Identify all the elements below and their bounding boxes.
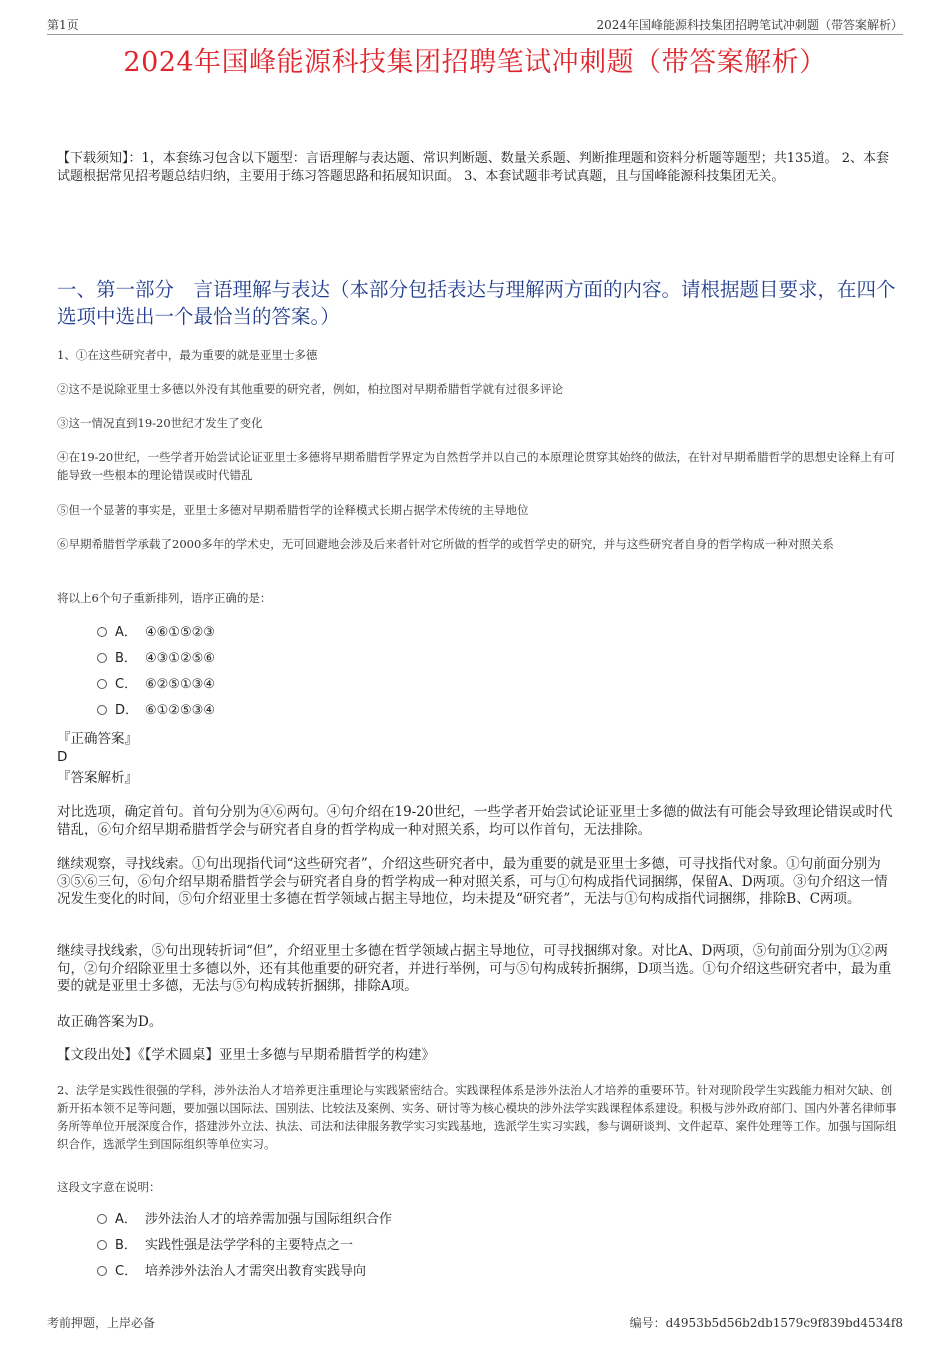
analysis-conclusion: 故正确答案为D。: [57, 1014, 163, 1030]
section-heading: 一、第一部分 言语理解与表达（本部分包括表达与理解两方面的内容。请根据题目要求，在四个选项中选出一个最恰当的答案。）: [57, 278, 896, 328]
analysis-paragraph: 继续寻找线索，⑤句出现转折词“但”，介绍亚里士多德在哲学领域占据主导地位，可寻找捆绑对象。对比A、D两项，⑤句前面分别为①②两句，②句介绍除亚里士多德以外，还有其他重要的研究者，并进行举例，可与⑤句构成转折捆绑，D项当选。①句介绍这些研究者中，最为重要的就是亚里士多德，无法与⑤句构成转折捆绑，排除A项。: [57, 943, 892, 994]
analysis-paragraph: 对比选项，确定首句。首句分别为④⑥两句。④句介绍在19-20世纪，一些学者开始尝试论证亚里士多德的做法有可能会导致理论错误或时代错乱，⑥句介绍早期希腊哲学会与研究者自身的哲学构成一种对照关系，均可以作首句，无法排除。: [57, 804, 893, 838]
passage-source: 【文段出处】《【学术圆桌】亚里士多德与早期希腊哲学的构建》: [57, 1047, 435, 1063]
q1-option-b[interactable]: B． ④③①②⑤⑥: [97, 646, 797, 672]
q1-sentence-5: ⑤但一个显著的事实是，亚里士多德对早期希腊哲学的诠释模式长期占据学术传统的主导地位: [57, 503, 529, 517]
q2-option-b[interactable]: B． 实践性强是法学学科的主要特点之一: [97, 1233, 797, 1259]
download-notice: 【下载须知】：1，本套练习包含以下题型：言语理解与表达题、常识判断题、数量关系题、判断推理题和资料分析题等题型；共135道。 2、本套试题根据常见招考题总结归纳，主要用于练习答题思路和拓展知识面。 3、本套试题非考试真题，且与国峰能源科技集团无关。: [57, 151, 889, 184]
q1-sentence-3: ③这一情况直到19-20世纪才发生了变化: [57, 416, 263, 430]
radio-icon[interactable]: [97, 705, 107, 715]
q1-sentence-6: ⑥早期希腊哲学承载了2000多年的学术史，无可回避地会涉及后来者针对它所做的哲学的或哲学史的研究，并与这些研究者自身的哲学构成一种对照关系: [57, 537, 834, 551]
q1-option-d[interactable]: D． ⑥①②⑤③④: [97, 698, 797, 724]
q1-option-c[interactable]: C． ⑥②⑤①③④: [97, 672, 797, 698]
q1-option-a[interactable]: A． ④⑥①⑤②③: [97, 620, 797, 646]
q2-prompt: 这段文字意在说明：: [57, 1180, 161, 1194]
q2-stem: 2、法学是实践性很强的学科，涉外法治人才培养更注重理论与实践紧密结合。实践课程体系是涉外法治人才培养的重要环节。针对现阶段学生实践能力相对欠缺、创新开拓本领不足等问题，要加强以国际法、国别法、比较法及案例、实务、研讨等为核心模块的涉外法学实践课程体系建设。积极与涉外政府部门、国内外著名律师事务所等单位开展深度合作，搭建涉外立法、执法、司法和法律服务教学实习实践基地，选派学生实习实践，参与调研谈判、文件起草、案件处理等工作。加强与国际组织合作，选派学生到国际组织等单位实习。: [57, 1083, 897, 1151]
footer-serial: 编号：d4953b5d56b2db1579c9f839bd4534f8: [629, 1316, 903, 1330]
footer-slogan: 考前押题，上岸必备: [47, 1316, 156, 1330]
radio-icon[interactable]: [97, 627, 107, 637]
page-number: 第1页: [47, 18, 79, 32]
radio-icon[interactable]: [97, 1214, 107, 1224]
document-title: 2024年国峰能源科技集团招聘笔试冲刺题（带答案解析）: [123, 47, 827, 78]
answer-value: D: [57, 749, 68, 765]
header-doc-title: 2024年国峰能源科技集团招聘笔试冲刺题（带答案解析）: [596, 18, 903, 32]
analysis-label: 『答案解析』: [57, 770, 138, 786]
radio-icon[interactable]: [97, 653, 107, 663]
q1-options: [97, 620, 797, 724]
q1-sentence-1: 1、①在这些研究者中，最为重要的就是亚里士多德: [57, 348, 318, 362]
radio-icon[interactable]: [97, 679, 107, 689]
page-footer: [47, 1312, 903, 1332]
answer-label: 『正确答案』: [57, 731, 138, 747]
q2-option-a[interactable]: A． 涉外法治人才的培养需加强与国际组织合作: [97, 1207, 797, 1233]
q1-prompt: 将以上6个句子重新排列，语序正确的是：: [57, 591, 272, 605]
q2-options: [97, 1207, 797, 1285]
page-header: [47, 14, 903, 35]
q1-sentence-4: ④在19-20世纪，一些学者开始尝试论证亚里士多德将早期希腊哲学界定为自然哲学并以自己的本原理论贯穿其始终的做法，在针对早期希腊哲学的思想史诠释上有可能导致一些根本的理论错误或时代错乱: [57, 450, 896, 482]
q1-sentence-2: ②这不是说除亚里士多德以外没有其他重要的研究者，例如，柏拉图对早期希腊哲学就有过很多评论: [57, 382, 563, 396]
q2-option-c[interactable]: C． 培养涉外法治人才需突出教育实践导向: [97, 1259, 797, 1285]
analysis-paragraph: 继续观察，寻找线索。①句出现指代词“这些研究者”，介绍这些研究者中，最为重要的就是亚里士多德，可寻找指代对象。①句前面分别为③⑤⑥三句，⑥句介绍早期希腊哲学会与研究者自身的哲学构成一种对照关系，可与①句构成指代词捆绑，保留A、D两项。③句介绍这一情况发生变化的时间，⑤句介绍亚里士多德在哲学领域占据主导地位，均未提及“研究者”，无法与①句构成指代词捆绑，排除B、C两项。: [57, 856, 888, 907]
radio-icon[interactable]: [97, 1240, 107, 1250]
radio-icon[interactable]: [97, 1266, 107, 1276]
